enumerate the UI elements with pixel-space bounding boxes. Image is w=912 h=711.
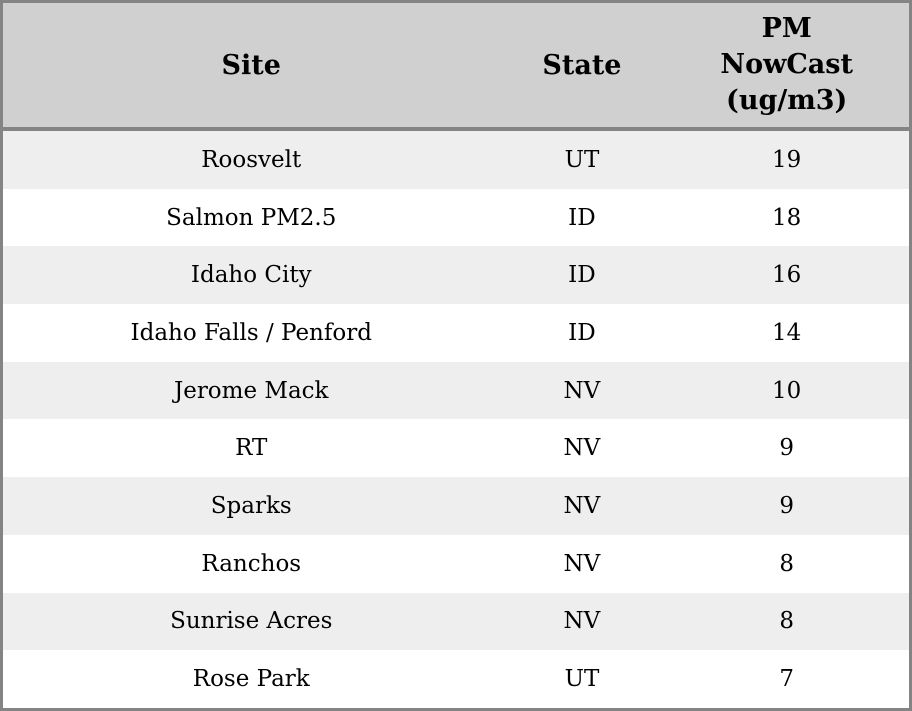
pm-nowcast-cell: 10: [772, 377, 802, 404]
header-row: [3, 3, 909, 129]
pm-nowcast-cell: 8: [779, 608, 794, 635]
state-cell: ID: [568, 319, 596, 346]
state-cell: UT: [564, 146, 600, 173]
pm-nowcast-cell: 19: [772, 146, 802, 173]
site-cell: Ranchos: [201, 550, 302, 577]
state-cell: NV: [563, 377, 601, 404]
table-row: [3, 477, 909, 535]
state-cell: ID: [568, 262, 596, 289]
table-row: [3, 593, 909, 651]
state-cell: ID: [568, 204, 596, 231]
site-cell: RT: [235, 435, 268, 462]
table-row: [3, 246, 909, 304]
pm-nowcast-cell: 16: [772, 262, 802, 289]
pm-nowcast-cell: 9: [779, 493, 794, 519]
pm-nowcast-cell: 9: [779, 435, 794, 462]
table-row: [3, 362, 909, 420]
pm-header-line-2: NowCast: [720, 49, 853, 80]
table-header: [3, 3, 909, 129]
state-cell: NV: [563, 550, 601, 577]
table-row: [3, 419, 909, 477]
site-cell: Rose Park: [192, 666, 310, 693]
state-cell: NV: [563, 608, 601, 635]
state-column-header: State: [499, 3, 664, 129]
pm-header-line-1: PM: [761, 13, 812, 44]
table-body: [3, 129, 909, 708]
table-row: [3, 189, 909, 247]
site-cell: Roosvelt: [201, 146, 302, 173]
pm-nowcast-cell: 7: [779, 666, 794, 693]
pm-header-line-3: (ug/m3): [726, 85, 848, 116]
site-cell: Idaho Falls / Penford: [130, 319, 372, 346]
state-cell: NV: [563, 493, 601, 519]
table-row: [3, 535, 909, 593]
site-cell: Sparks: [210, 493, 292, 519]
pm-nowcast-table: [3, 3, 909, 708]
table-row: [3, 650, 909, 708]
state-cell: NV: [563, 435, 601, 462]
pm-nowcast-column-header: [664, 3, 909, 129]
site-cell: Idaho City: [190, 262, 312, 289]
table-row: [3, 304, 909, 362]
site-cell: Jerome Mack: [173, 377, 329, 404]
pm-nowcast-cell: 18: [772, 204, 802, 231]
pm-nowcast-cell: 8: [779, 550, 794, 577]
state-cell: UT: [564, 666, 600, 693]
site-cell: Sunrise Acres: [170, 608, 333, 635]
table-row: [3, 129, 909, 189]
pm-nowcast-cell: 14: [772, 319, 802, 346]
site-cell: Salmon PM2.5: [166, 204, 337, 231]
site-column-header: Site: [3, 3, 499, 129]
